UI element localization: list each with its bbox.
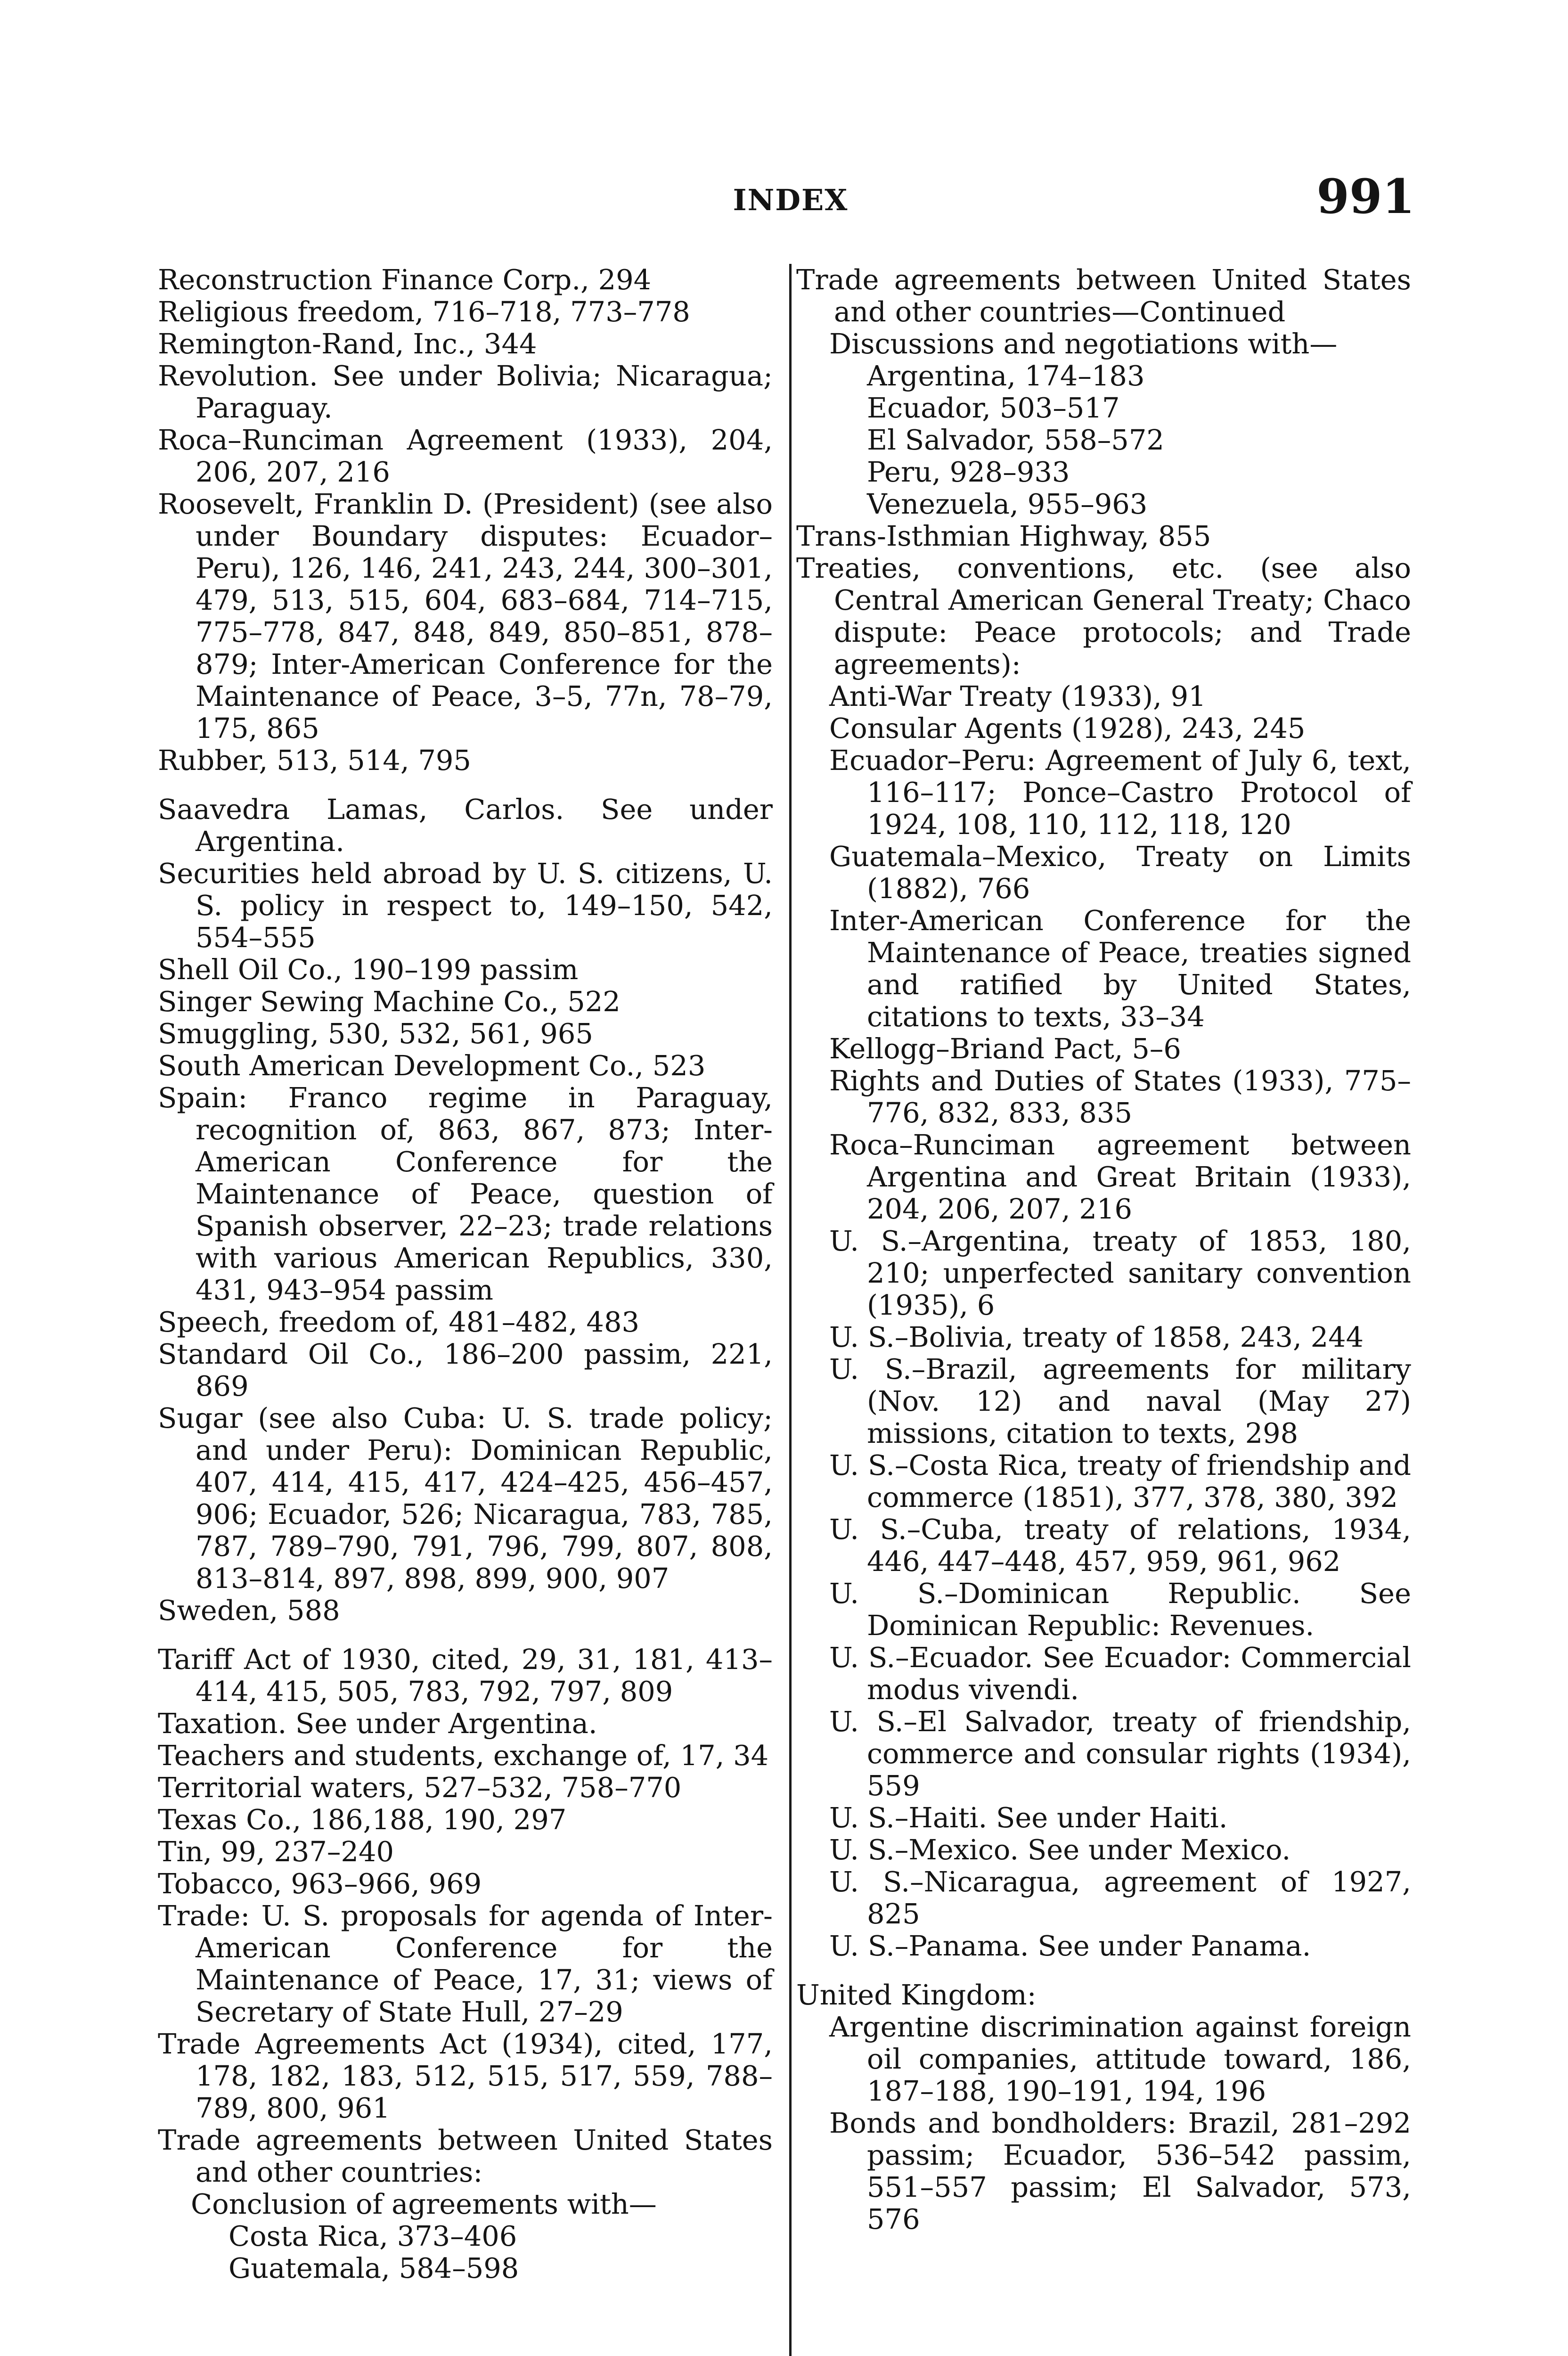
- index-entry: Securities held abroad by U. S. citizens, U. S. policy in respect to, 149–150, 542, 554–555: [158, 857, 773, 954]
- index-entry: Treaties, conventions, etc. (see also Central American General Treaty; Chaco dispute: Peace protocols; and Trade agreements):: [796, 552, 1411, 680]
- index-entry: Roca–Runciman Agreement (1933), 204, 206, 207, 216: [158, 424, 773, 488]
- index-entry: Revolution. See under Bolivia; Nicaragua; Paraguay.: [158, 360, 773, 424]
- index-entry: Trade agreements between United States and other countries:: [158, 2124, 773, 2188]
- index-entry: Remington-Rand, Inc., 344: [158, 327, 537, 360]
- index-entry: Standard Oil Co., 186–200 passim, 221, 869: [158, 1338, 773, 1402]
- index-entry: Saavedra Lamas, Carlos. See under Argentina.: [158, 793, 773, 858]
- column-divider: [789, 264, 792, 2356]
- index-subentry: Discussions and negotiations with—: [829, 327, 1338, 360]
- index-subentry: Rights and Duties of States (1933), 775–776, 832, 833, 835: [829, 1064, 1411, 1129]
- index-entry: Teachers and students, exchange of, 17, 34: [158, 1739, 769, 1772]
- index-subentry: Ecuador, 503–517: [867, 392, 1120, 424]
- index-entry: United Kingdom:: [796, 1979, 1037, 2011]
- index-subentry: Venezuela, 955–963: [867, 488, 1148, 520]
- index-subentry: Roca–Runciman agreement between Argentina and Great Britain (1933), 204, 206, 207, 216: [829, 1129, 1411, 1225]
- index-entry: Trade agreements between United States and other countries—Continued: [796, 263, 1411, 328]
- index-subentry: U. S.–Bolivia, treaty of 1858, 243, 244: [829, 1321, 1364, 1353]
- index-entry: Trans-Isthmian Highway, 855: [796, 520, 1211, 552]
- index-entry: Smuggling, 530, 532, 561, 965: [158, 1017, 593, 1050]
- index-entry: Tariff Act of 1930, cited, 29, 31, 181, 413–414, 415, 505, 783, 792, 797, 809: [158, 1643, 773, 1708]
- index-entry: Speech, freedom of, 481–482, 483: [158, 1306, 640, 1338]
- index-entry: Roosevelt, Franklin D. (President) (see also under Boundary disputes: Ecuador–Peru), 126, 146, 241, 243, 244, 300–301, 479, 513, 515, 604, 683–684, 714–715, 775–778, 847, 848, 849, 850–851, 878–879; Inter-American Conference for the Maintenance of Peace, 3–5, 77n, 78–79, 175, 865: [158, 488, 773, 744]
- index-entry: Rubber, 513, 514, 795: [158, 744, 471, 777]
- index-subentry: Conclusion of agreements with—: [191, 2188, 657, 2220]
- index-entry: Reconstruction Finance Corp., 294: [158, 263, 652, 296]
- index-subentry: El Salvador, 558–572: [867, 424, 1164, 456]
- index-entry: Sugar (see also Cuba: U. S. trade policy; and under Peru): Dominican Republic, 407, 414, 415, 417, 424–425, 456–457, 906; Ecuador, 526; Nicaragua, 783, 785, 787, 789–790, 791, 796, 799, 807, 808, 813–814, 897, 898, 899, 900, 907: [158, 1402, 773, 1595]
- index-entry: Tin, 99, 237–240: [158, 1835, 394, 1868]
- index-column-right: [796, 264, 1411, 2235]
- index-entry: Spain: Franco regime in Paraguay, recognition of, 863, 867, 873; Inter-American Conference for the Maintenance of Peace, question of Spanish observer, 22–23; trade relations with various American Republics, 330, 431, 943–954 passim: [158, 1081, 773, 1306]
- index-subentry: Consular Agents (1928), 243, 245: [829, 712, 1306, 744]
- index-subentry: Inter-American Conference for the Maintenance of Peace, treaties signed and ratified by United States, citations to texts, 33–34: [829, 904, 1411, 1033]
- index-entry: Religious freedom, 716–718, 773–778: [158, 295, 690, 328]
- page-header-title: INDEX: [733, 183, 849, 217]
- index-subentry: Guatemala–Mexico, Treaty on Limits (1882), 766: [829, 840, 1411, 905]
- index-subentry: U. S.–Panama. See under Panama.: [829, 1930, 1311, 1962]
- index-subentry: Argentine discrimination against foreign oil companies, attitude toward, 186, 187–188, 190–191, 194, 196: [829, 2011, 1411, 2107]
- index-subentry: Bonds and bondholders: Brazil, 281–292 passim; Ecuador, 536–542 passim, 551–557 passim; El Salvador, 573, 576: [829, 2107, 1411, 2235]
- index-subentry: Argentina, 174–183: [867, 360, 1145, 392]
- index-subentry: U. S.–Dominican Republic. See Dominican Republic: Revenues.: [829, 1577, 1411, 1642]
- index-column-left: [158, 264, 773, 2284]
- index-subentry: Anti-War Treaty (1933), 91: [829, 680, 1206, 712]
- index-subentry: U. S.–Cuba, treaty of relations, 1934, 446, 447–448, 457, 959, 961, 962: [829, 1513, 1411, 1578]
- index-subentry: U. S.–Ecuador. See Ecuador: Commercial modus vivendi.: [829, 1641, 1411, 1706]
- index-entry: Taxation. See under Argentina.: [158, 1707, 597, 1740]
- index-subentry: Peru, 928–933: [867, 456, 1070, 488]
- index-entry: Shell Oil Co., 190–199 passim: [158, 953, 579, 986]
- index-subentry: U. S.–Nicaragua, agreement of 1927, 825: [829, 1865, 1411, 1930]
- index-subentry: U. S.–Haiti. See under Haiti.: [829, 1801, 1228, 1834]
- index-entry: Tobacco, 963–966, 969: [158, 1867, 482, 1900]
- index-subentry: U. S.–El Salvador, treaty of friendship, commerce and consular rights (1934), 559: [829, 1705, 1411, 1802]
- index-subentry: Guatemala, 584–598: [229, 2252, 519, 2284]
- index-entry: Sweden, 588: [158, 1594, 340, 1627]
- index-entry: Territorial waters, 527–532, 758–770: [158, 1771, 682, 1804]
- index-subentry: Kellogg–Briand Pact, 5–6: [829, 1032, 1181, 1065]
- index-entry: South American Development Co., 523: [158, 1049, 706, 1082]
- index-entry: Trade Agreements Act (1934), cited, 177, 178, 182, 183, 512, 515, 517, 559, 788–789, 800, 961: [158, 2028, 773, 2124]
- index-entry: Singer Sewing Machine Co., 522: [158, 985, 621, 1018]
- index-subentry: Costa Rica, 373–406: [229, 2220, 517, 2252]
- index-entry: Trade: U. S. proposals for agenda of Inter-American Conference for the Maintenance of Peace, 17, 31; views of Secretary of State Hull, 27–29: [158, 1899, 773, 2028]
- index-subentry: U. S.–Costa Rica, treaty of friendship and commerce (1851), 377, 378, 380, 392: [829, 1449, 1411, 1513]
- page-number: 991: [1316, 169, 1415, 224]
- index-subentry: U. S.–Argentina, treaty of 1853, 180, 210; unperfected sanitary convention (1935), 6: [829, 1225, 1411, 1321]
- index-subentry: U. S.–Brazil, agreements for military (Nov. 12) and naval (May 27) missions, citation to texts, 298: [829, 1353, 1411, 1449]
- index-entry: Texas Co., 186,188, 190, 297: [158, 1803, 567, 1836]
- index-subentry: Ecuador–Peru: Agreement of July 6, text, 116–117; Ponce–Castro Protocol of 1924, 108, 110, 112, 118, 120: [829, 744, 1411, 841]
- index-subentry: U. S.–Mexico. See under Mexico.: [829, 1833, 1291, 1866]
